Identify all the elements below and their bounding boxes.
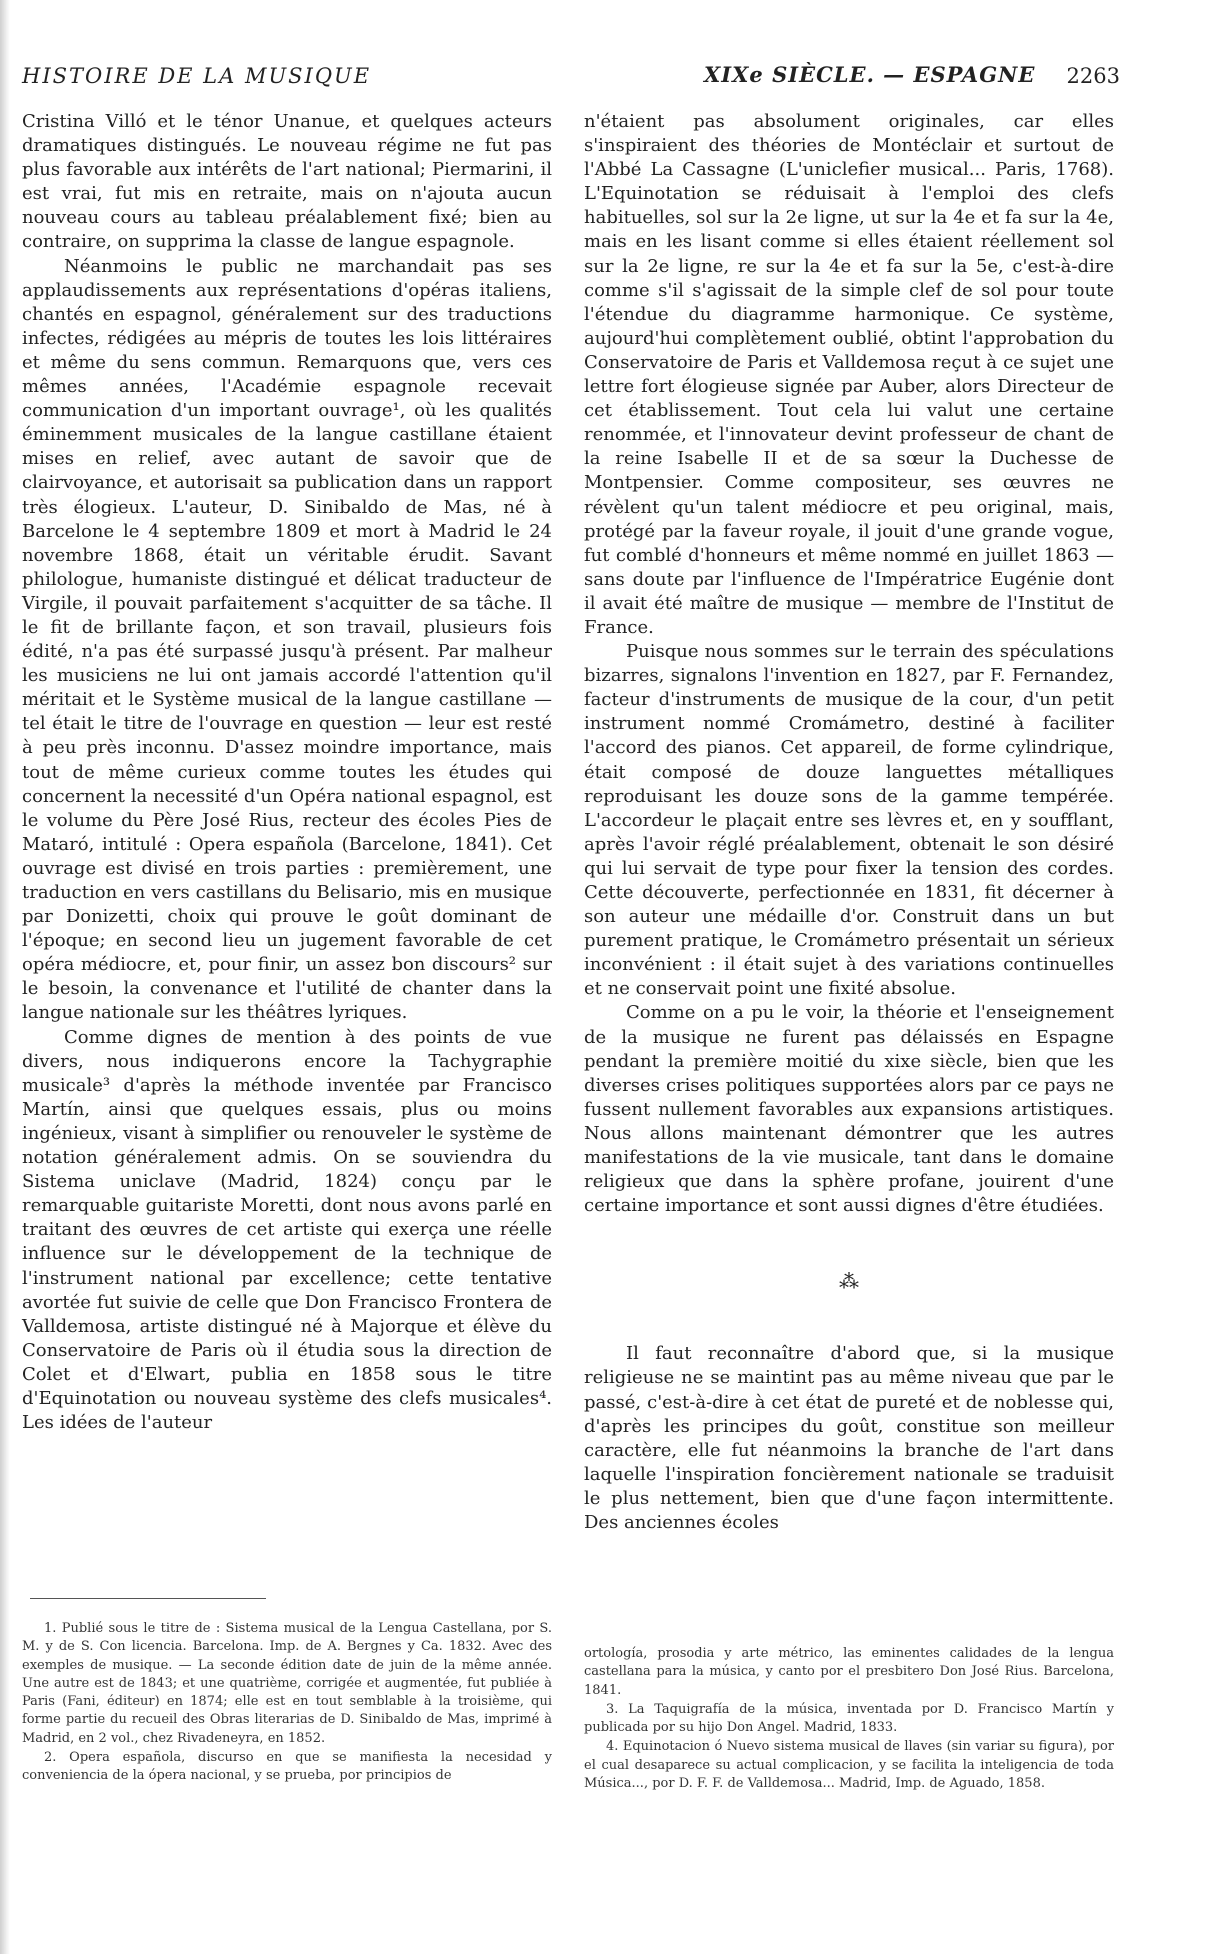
left-column bbox=[22, 110, 552, 1435]
section-divider bbox=[584, 1269, 1114, 1294]
footnote: 4. Equinotacion ó Nuevo sistema musical de llaves (sin variar su figura), por el cual desaparece su actual complicacion, y se facilita la inteligencia de toda Música..., por D. F. F. de Valldemosa... Madrid, Imp. de Aguado, 1858. bbox=[584, 1739, 1114, 1792]
paragraph: Puisque nous sommes sur le terrain des spéculations bizarres, signalons l'invention en 1827, par F. Fernandez, facteur d'instruments de musique de la cour, d'un petit instrument nommé Cromámetro, destiné à faciliter l'accord des pianos. Cet appareil, de forme cylindrique, était composé de douze languettes métalliques reproduisant les douze sons de la gamme tempérée. L'accordeur le plaçait entre ses lèvres et, en y soufflant, après l'avoir réglé préalablement, obtenait le son désiré qui lui servait de type pour fixer la tension des cordes. Cette découverte, perfectionnée en 1831, fit décerner à son auteur une médaille d'or. Construit dans un but purement pratique, le Cromámetro présentait un sérieux inconvénient : il était sujet à des variations continuelles et ne conservait point une fixité absolue. bbox=[584, 641, 1114, 1000]
right-column bbox=[584, 110, 1114, 1535]
paragraph: n'étaient pas absolument originales, car elles s'inspiraient des théories de Montéclair et surtout de l'Abbé La Cassagne (L'uniclefier musical... Paris, 1768). L'Equinotation se réduisait à l'emploi des clefs habituelles, sol sur la 2e ligne, ut sur la 4e et fa sur la 4e, mais en les lisant comme si elles étaient réellement sol sur la 2e ligne, re sur la 4e et fa sur la 5e, c'est-à-dire comme s'il s'agissait de la simple clef de sol pour toute l'étendue du diagramme harmonique. Ce système, aujourd'hui complètement oublié, obtint l'approbation du Conservatoire de Paris et Valldemosa reçut à ce sujet une lettre fort élogieuse signée par Auber, alors Directeur de cet établissement. Tout cela lui valut une certaine renommée, et l'innovateur devint professeur de chant de la reine Isabelle II et de sa sœur la Duchesse de Montpensier. Comme compositeur, ses œuvres ne révèlent qu'un talent médiocre et peu original, mais, protégé par la faveur royale, il jouit d'une grande vogue, fut comblé d'honneurs et même nommé en juillet 1863 — sans doute par l'influence de l'Impératrice Eugénie dont il avait été maître de musique — membre de l'Institut de France. bbox=[584, 111, 1114, 638]
asterism-icon: ⁂ bbox=[839, 1269, 859, 1294]
footnote: ortología, prosodia y arte métrico, las eminentes calidades de la lengua castellana para la música, y canto por el presbitero Don José Rius. Barcelona, 1841. bbox=[584, 1646, 1114, 1698]
paragraph: Néanmoins le public ne marchandait pas ses applaudissements aux représentations d'opéras italiens, chantés en espagnol, généralement sur des traductions infectes, rédigées au mépris de toutes les lois littéraires et même du sens commun. Remarquons que, vers ces mêmes années, l'Académie espagnole recevait communication d'un important ouvrage¹, où les qualités éminemment musicales de la langue castillane étaient mises en relief, avec autant de savoir que de clairvoyance, et autorisait sa publication dans un rapport très élogieux. L'auteur, D. Sinibaldo de Mas, né à Barcelone le 4 septembre 1809 et mort à Madrid le 24 novembre 1868, était un véritable érudit. Savant philologue, humaniste distingué et délicat traducteur de Virgile, il pouvait parfaitement s'acquitter de sa tâche. Il le fit de brillante façon, et son travail, plusieurs fois édité, n'a pas été surpassé jusqu'à présent. Par malheur les musiciens ne lui ont jamais accordé l'attention qu'il méritait et le Système musical de la langue castillane — tel était le titre de l'ouvrage en question — leur est resté à peu près inconnu. D'assez moindre importance, mais tout de même curieux comme toutes les études qui concernent la necessité d'un Opéra national espagnol, est le volume du Père José Rius, recteur des écoles Pies de Mataró, intitulé : Opera española (Barcelone, 1841). Cet ouvrage est divisé en trois parties : premièrement, une traduction en vers castillans du Belisario, mis en musique par Donizetti, choix qui prouve le goût dominant de l'époque; en second lieu un jugement favorable de cet opéra médiocre, et, pour finir, un assez bon discours² sur le besoin, la convenance et l'utilité de chanter dans la langue nationale sur les théâtres lyriques. bbox=[22, 255, 552, 1024]
paragraph: Il faut reconnaître d'abord que, si la musique religieuse ne se maintint pas au même niveau que par le passé, c'est-à-dire à cet état de pureté et de noblesse qui, d'après les principes du goût, constitue son meilleur caractère, elle fut néanmoins la branche de l'art dans laquelle l'inspiration foncièrement nationale se traduisit le plus nettement, bien que d'une façon intermittente. Des anciennes écoles bbox=[584, 1343, 1114, 1533]
footnote: 3. La Taquigrafía de la música, inventada por D. Francisco Martín y publicada por su hijo Don Angel. Madrid, 1833. bbox=[584, 1701, 1114, 1736]
footnotes-right bbox=[584, 1645, 1114, 1794]
page-number: 2263 bbox=[1066, 64, 1120, 88]
footnotes-left bbox=[22, 1620, 552, 1787]
paragraph: Comme on a pu le voir, la théorie et l'enseignement de la musique ne furent pas délaissés en Espagne pendant la première moitié du xixe siècle, bien que les diverses crises politiques supportées alors par ce pays ne fussent nullement favorables aux expansions artistiques. Nous allons maintenant démontrer que les autres manifestations de la vie musicale, tant dans le domaine religieux que dans la sphère profane, jouirent d'une certaine importance et sont aussi dignes d'être étudiées. bbox=[584, 1002, 1114, 1217]
footnote: 1. Publié sous le titre de : Sistema musical de la Lengua Castellana, por S. M. y de S. Con licencia. Barcelona. Imp. de A. Bergnes y Ca. 1832. Avec des exemples de musique. — La seconde édition date de juin de la même année. Une autre est de 1843; et une quatrième, corrigée et augmentée, fut publiée à Paris (Fani, éditeur) en 1874; elle est en tout semblable à la troisième, qui forme partie du recueil des Obras literarias de D. Sinibaldo de Mas, imprimé à Madrid, en 2 vol., chez Rivadeneyra, en 1852. bbox=[22, 1621, 552, 1746]
footnote: 2. Opera española, discurso en que se manifiesta la necesidad y conveniencia de la ópera nacional, y se prueba, por principios de bbox=[22, 1750, 552, 1784]
paragraph: Cristina Villó et le ténor Unanue, et quelques acteurs dramatiques distingués. Le nouveau régime ne fut pas plus favorable aux intérêts de l'art national; Piermarini, il est vrai, fut mis en retraite, mais on n'ajouta aucun nouveau cours au tableau préalablement fixé; bien au contraire, on supprima la classe de langue espagnole. bbox=[22, 111, 552, 253]
page-gutter-shadow bbox=[0, 0, 10, 1954]
running-title: HISTOIRE DE LA MUSIQUE bbox=[22, 64, 372, 88]
running-header bbox=[22, 62, 1120, 92]
section-title: XIXe SIÈCLE. — ESPAGNE bbox=[704, 62, 1036, 87]
footnote-rule bbox=[30, 1598, 266, 1599]
paragraph: Comme dignes de mention à des points de vue divers, nous indiquerons encore la Tachygraphie musicale³ d'après la méthode inventée par Francisco Martín, ainsi que quelques essais, plus ou moins ingénieux, visant à simplifier ou renouveler le système de notation généralement admis. On se souviendra du Sistema uniclave (Madrid, 1824) conçu par le remarquable guitariste Moretti, dont nous avons parlé en traitant des œuvres de cet artiste qui exerça une réelle influence sur le développement de la technique de l'instrument national par excellence; cette tentative avortée fut suivie de celle que Don Francisco Frontera de Valldemosa, artiste distingué né à Majorque et élève du Conservatoire de Paris où il étudia sous la direction de Colet et d'Elwart, publia en 1858 sous le titre d'Equinotation ou nouveau système des clefs musicales⁴. Les idées de l'auteur bbox=[22, 1026, 552, 1434]
